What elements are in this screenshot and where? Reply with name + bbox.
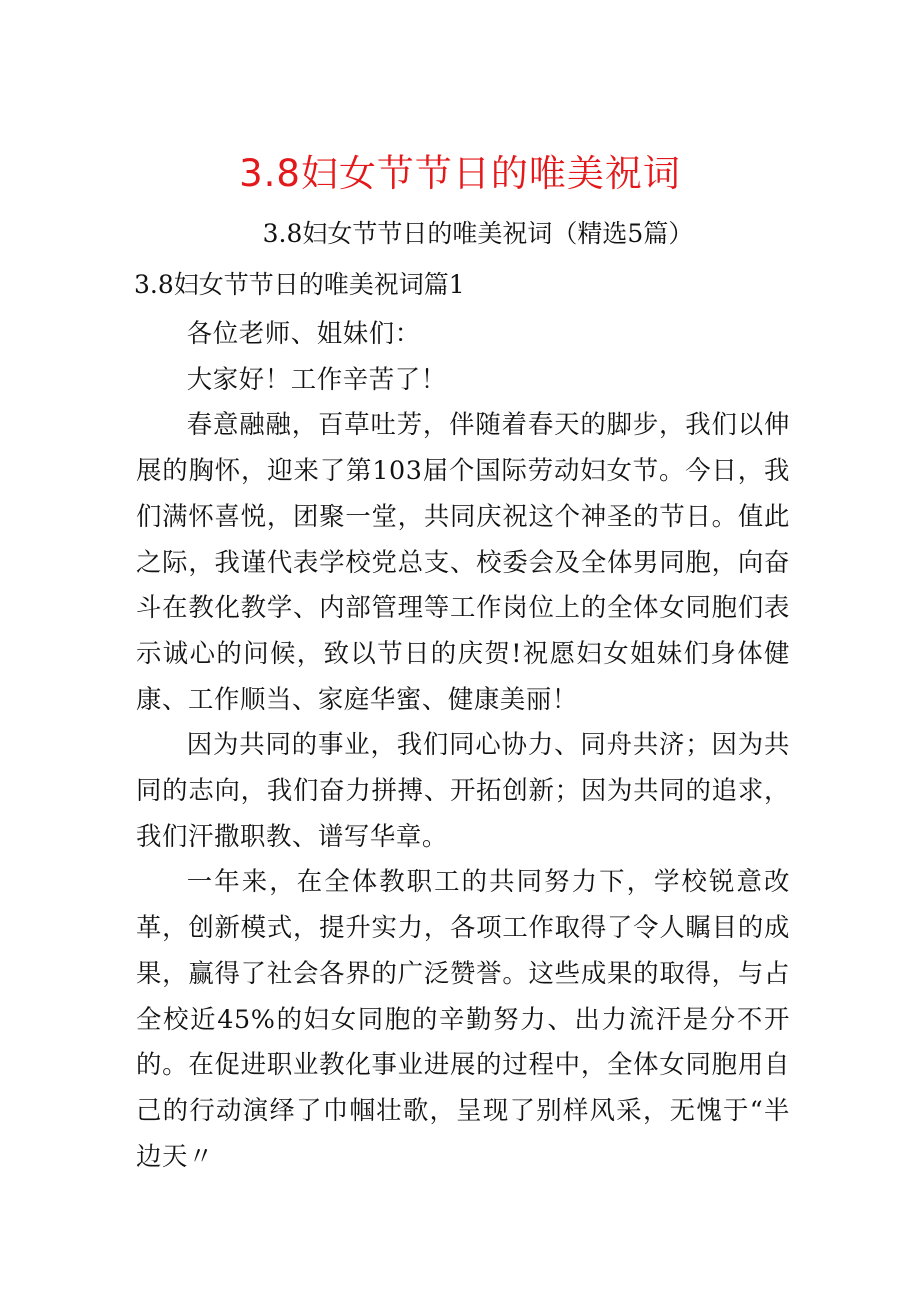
document-body	[136, 311, 790, 1179]
paragraph-common-cause: 因为共同的事业，我们同心协力、同舟共济；因为共同的志向，我们奋力拼搏、开拓创新；因为共同的追求，我们汗撒职教、谱写华章。	[136, 729, 790, 851]
paragraph-hello: 大家好！工作辛苦了！	[186, 363, 447, 394]
document-subtitle: 3.8妇女节节日的唯美祝词（精选5篇）	[262, 219, 694, 248]
paragraph-achievements: 一年来，在全体教职工的共同努力下，学校锐意改革，创新模式，提升实力，各项工作取得了令人瞩目的成果，赢得了社会各界的广泛赞誉。这些成果的取得，与占全校近45%的妇女同胞的辛勤努力、出力流汗是分不开的。在促进职业教化事业进展的过程中，全体女同胞用自己的行动演绎了巾帼壮歌，呈现了别样风采，无愧于“半边天〃	[136, 866, 790, 1171]
paragraph-greeting: 各位老师、姐妹们：	[186, 318, 421, 348]
paragraph-spring: 春意融融，百草吐芳，伴随着春天的脚步，我们以伸展的胸怀，迎来了第103届个国际劳动妇女节。今日，我们满怀喜悦，团聚一堂，共同庆祝这个神圣的节日。值此之际，我谨代表学校党总支、校委会及全体男同胞，向奋斗在教化教学、内部管理等工作岗位上的全体女同胞们表示诚心的问候，致以节日的庆贺!祝愿妇女姐妹们身体健康、工作顺当、家庭华蜜、健康美丽！	[136, 409, 790, 714]
section-heading: 3.8妇女节节日的唯美祝词篇1	[134, 270, 465, 299]
document-title: 3.8妇女节节日的唯美祝词	[239, 152, 681, 195]
